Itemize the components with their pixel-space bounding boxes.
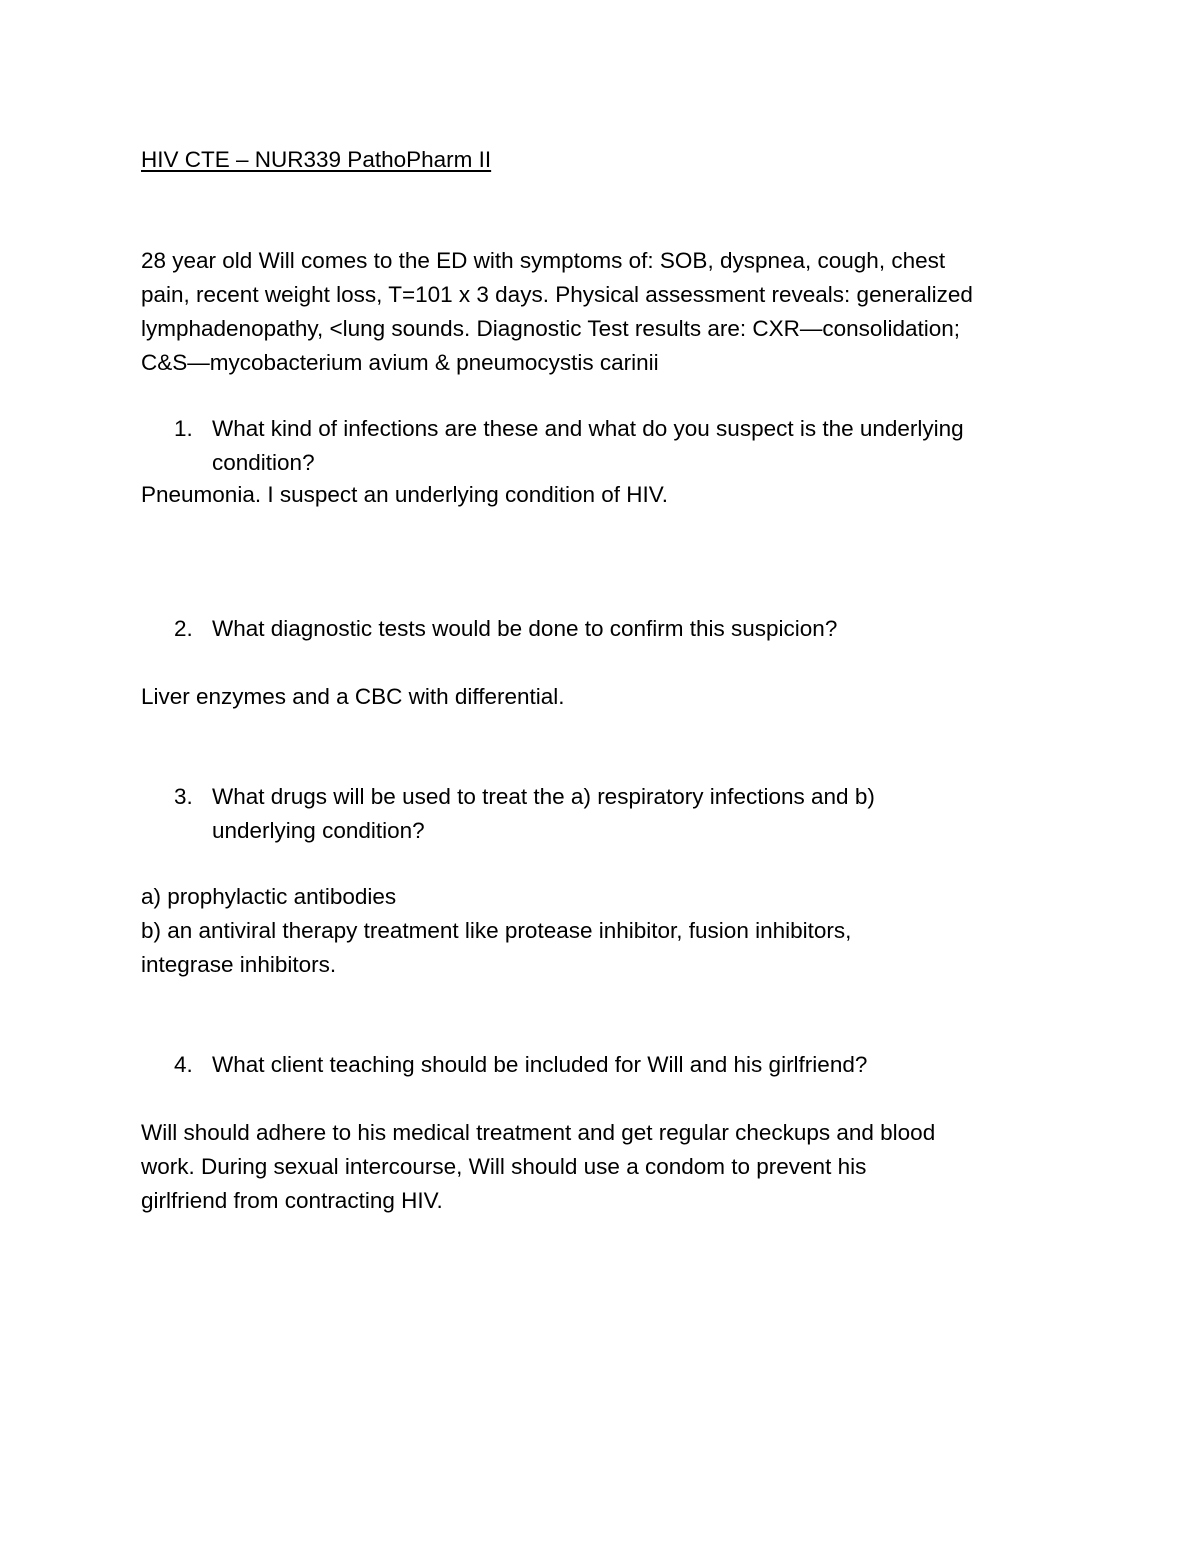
answer-line: work. During sexual intercourse, Will should use a condom to prevent his xyxy=(141,1154,867,1179)
question-line: What kind of infections are these and what do you suspect is the underlying xyxy=(212,416,964,441)
question-text xyxy=(212,412,1074,480)
question-2 xyxy=(174,612,1074,646)
answer-line: b) an antiviral therapy treatment like protease inhibitor, fusion inhibitors, xyxy=(141,918,852,943)
answer-2 xyxy=(141,680,1071,714)
answer-line: girlfriend from contracting HIV. xyxy=(141,1188,443,1213)
case-line: lymphadenopathy, <lung sounds. Diagnostic Test results are: CXR—consolidation; xyxy=(141,316,960,341)
answer-line: Will should adhere to his medical treatment and get regular checkups and blood xyxy=(141,1120,936,1145)
answer-3 xyxy=(141,880,1071,982)
question-line: underlying condition? xyxy=(212,818,425,843)
question-4 xyxy=(174,1048,1074,1082)
question-line: What diagnostic tests would be done to confirm this suspicion? xyxy=(212,616,838,641)
question-text xyxy=(212,780,1074,848)
case-line: 28 year old Will comes to the ED with symptoms of: SOB, dyspnea, cough, chest xyxy=(141,248,946,273)
case-line: pain, recent weight loss, T=101 x 3 days. Physical assessment reveals: generalized xyxy=(141,282,973,307)
answer-line: Pneumonia. I suspect an underlying condition of HIV. xyxy=(141,482,669,507)
question-number: 3. xyxy=(174,784,193,809)
question-text xyxy=(212,612,1074,646)
question-3 xyxy=(174,780,1074,848)
question-1 xyxy=(174,412,1074,480)
answer-1 xyxy=(141,478,1071,512)
question-line: What drugs will be used to treat the a) respiratory infections and b) xyxy=(212,784,875,809)
answer-line: integrase inhibitors. xyxy=(141,952,337,977)
question-text xyxy=(212,1048,1074,1082)
case-description xyxy=(141,244,1071,380)
document-title: HIV CTE – NUR339 PathoPharm II xyxy=(141,147,492,172)
question-number: 1. xyxy=(174,416,193,441)
answer-4 xyxy=(141,1116,1071,1218)
question-line: condition? xyxy=(212,450,315,475)
question-number: 4. xyxy=(174,1052,193,1077)
question-line: What client teaching should be included for Will and his girlfriend? xyxy=(212,1052,868,1077)
case-line: C&S—mycobacterium avium & pneumocystis carinii xyxy=(141,350,659,375)
answer-line: a) prophylactic antibodies xyxy=(141,884,397,909)
answer-line: Liver enzymes and a CBC with differential. xyxy=(141,684,565,709)
question-number: 2. xyxy=(174,616,193,641)
